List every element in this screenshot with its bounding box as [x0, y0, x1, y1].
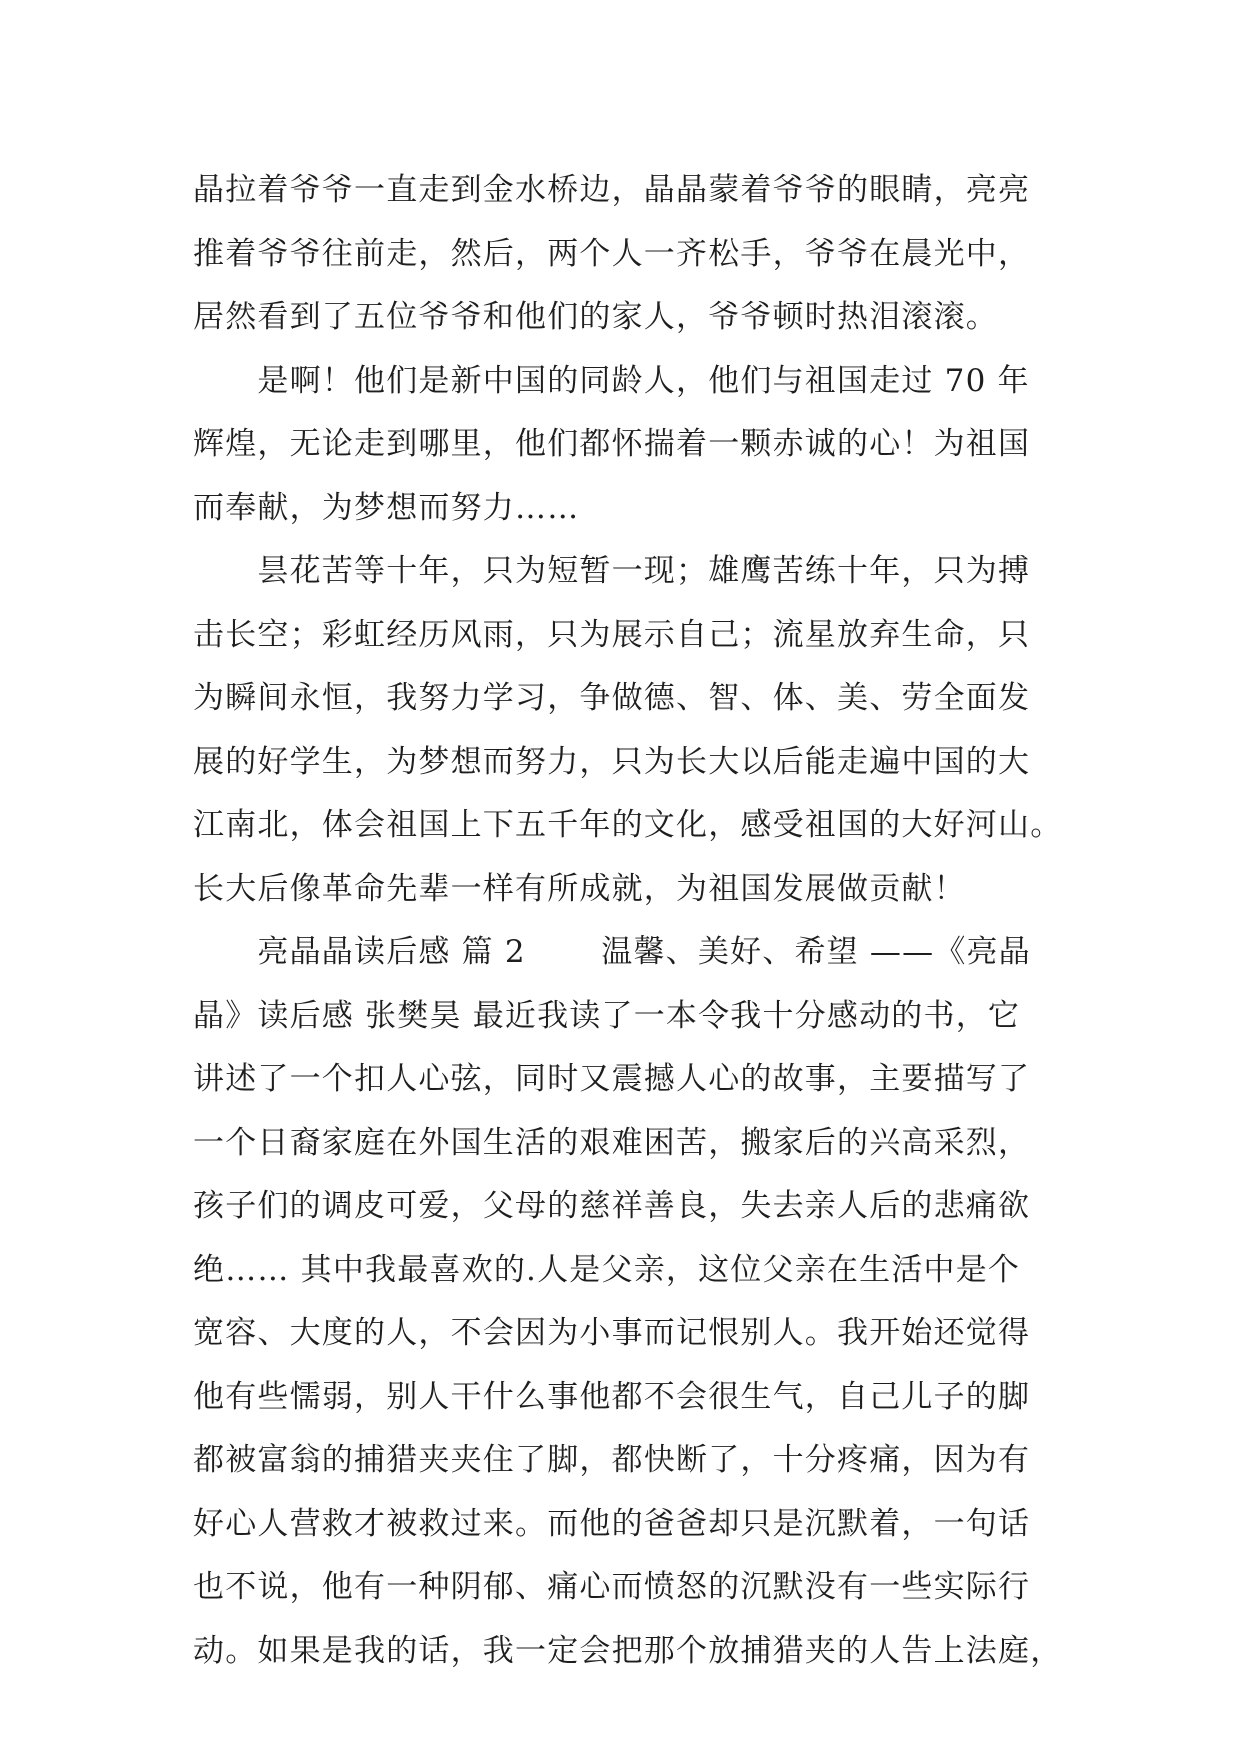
- text-line: 昙花苦等十年，只为短暂一现；雄鹰苦练十年，只为搏: [193, 553, 1031, 589]
- text-line: 好心人营救才被救过来。而他的爸爸却只是沉默着，一句话: [193, 1505, 1031, 1542]
- text-line: 而奉献，为梦想而努力……: [193, 489, 580, 526]
- text-line: 为瞬间永恒，我努力学习，争做德、智、体、美、劳全面发: [193, 680, 1031, 716]
- text-line: 推着爷爷往前走，然后，两个人一齐松手，爷爷在晨光中，: [193, 235, 1031, 272]
- text-line: 动。如果是我的话，我一定会把那个放捕猎夹的人告上法庭，: [193, 1632, 1063, 1669]
- text-line: 江南北，体会祖国上下五千年的文化，感受祖国的大好河山。: [193, 807, 1063, 843]
- text-line: 晶》读后感 张樊昊 最近我读了一本令我十分感动的书，它: [193, 997, 1021, 1034]
- text-line: 长大后像革命先辈一样有所成就，为祖国发展做贡献！: [193, 870, 966, 907]
- text-line: 亮晶晶读后感 篇 2 温馨、美好、希望 ——《亮晶: [193, 934, 1031, 970]
- text-line: 辉煌，无论走到哪里，他们都怀揣着一颗赤诚的心！为祖国: [193, 426, 1031, 462]
- text-line: 都被富翁的捕猎夹夹住了脚，都快断了，十分疼痛，因为有: [193, 1442, 1031, 1478]
- body-text: [193, 159, 1073, 1683]
- text-line: 是啊！他们是新中国的同龄人，他们与祖国走过 70 年: [193, 362, 1030, 399]
- text-line: 击长空；彩虹经历风雨，只为展示自己；流星放弃生命，只: [193, 616, 1031, 653]
- text-line: 他有些懦弱，别人干什么事他都不会很生气，自己儿子的脚: [193, 1378, 1031, 1415]
- text-line: 展的好学生，为梦想而努力，只为长大以后能走遍中国的大: [193, 743, 1031, 780]
- text-line: 晶拉着爷爷一直走到金水桥边，晶晶蒙着爷爷的眼睛，亮亮: [193, 172, 1031, 208]
- text-line: 孩子们的调皮可爱，父母的慈祥善良，失去亲人后的悲痛欲: [193, 1188, 1031, 1224]
- text-line: 绝…… 其中我最喜欢的.人是父亲，这位父亲在生活中是个: [193, 1251, 1021, 1288]
- text-line: 也不说，他有一种阴郁、痛心而愤怒的沉默没有一些实际行: [193, 1569, 1031, 1605]
- text-line: 居然看到了五位爷爷和他们的家人，爷爷顿时热泪滚滚。: [193, 299, 998, 335]
- text-line: 一个日裔家庭在外国生活的艰难困苦，搬家后的兴高采烈，: [193, 1124, 1031, 1161]
- text-line: 讲述了一个扣人心弦，同时又震撼人心的故事，主要描写了: [193, 1061, 1031, 1097]
- text-line: 宽容、大度的人，不会因为小事而记恨别人。我开始还觉得: [193, 1315, 1031, 1351]
